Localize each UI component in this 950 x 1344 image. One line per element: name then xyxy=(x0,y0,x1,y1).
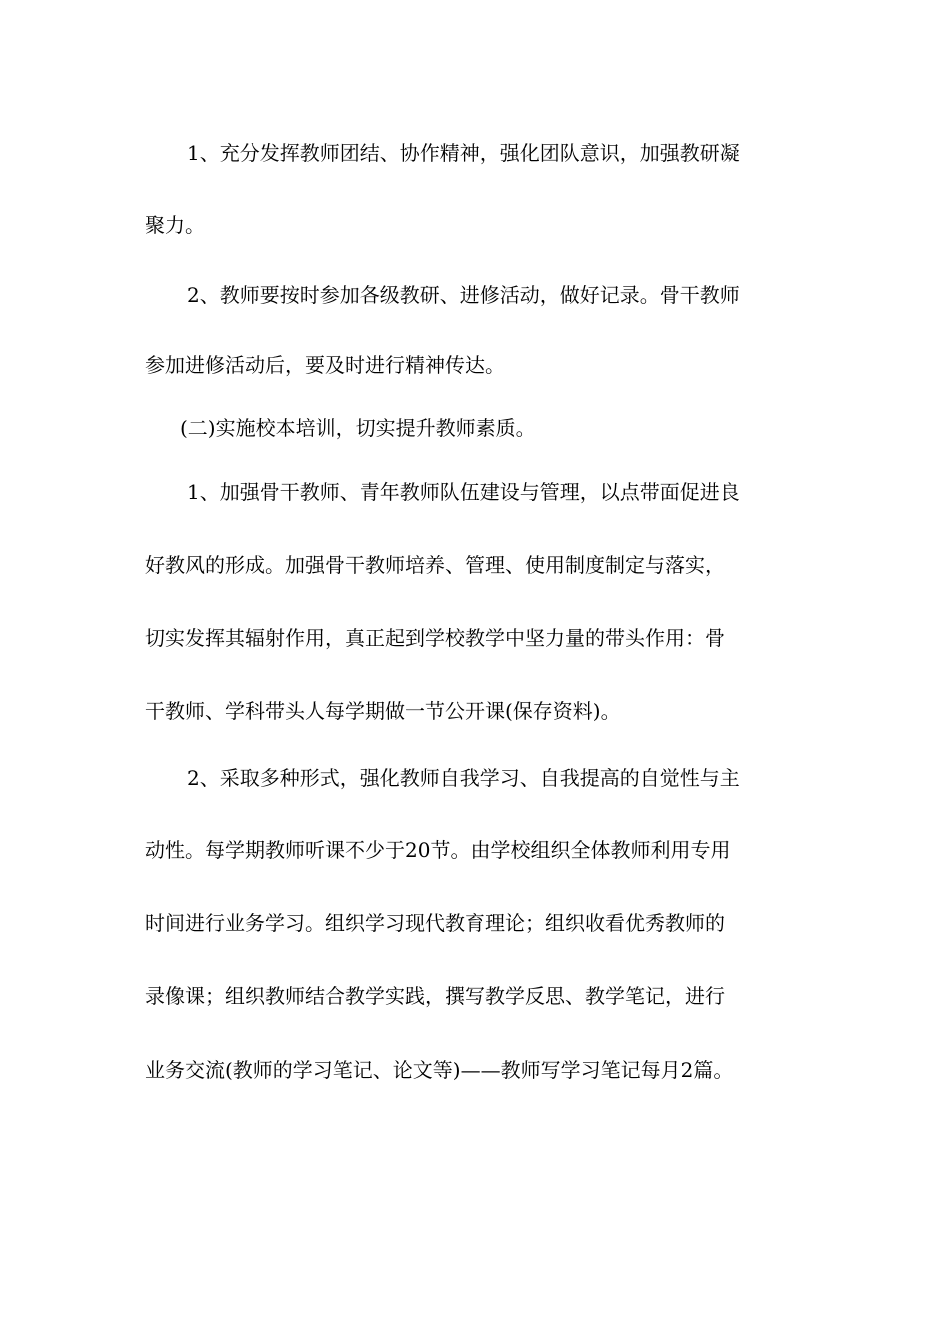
paragraph-2-line-1: 2、教师要按时参加各级教研、进修活动，做好记录。骨干教师 xyxy=(187,283,740,307)
paragraph-2-line-2: 参加进修活动后，要及时进行精神传达。 xyxy=(145,353,505,377)
paragraph-4-line-5: 业务交流(教师的学习笔记、论文等)——教师写学习笔记每月2篇。 xyxy=(145,1058,734,1082)
paragraph-4-line-1: 2、采取多种形式，强化教师自我学习、自我提高的自觉性与主 xyxy=(187,766,740,790)
paragraph-3-line-2: 好教风的形成。加强骨干教师培养、管理、使用制度制定与落实， xyxy=(145,553,725,577)
section-heading: (二)实施校本培训，切实提升教师素质。 xyxy=(180,416,536,440)
paragraph-4-line-3: 时间进行业务学习。组织学习现代教育理论；组织收看优秀教师的 xyxy=(145,911,725,935)
paragraph-3-line-3: 切实发挥其辐射作用，真正起到学校教学中坚力量的带头作用：骨 xyxy=(145,626,725,650)
paragraph-1-line-2: 聚力。 xyxy=(145,213,205,237)
paragraph-3-line-4: 干教师、学科带头人每学期做一节公开课(保存资料)。 xyxy=(145,699,621,723)
paragraph-3-line-1: 1、加强骨干教师、青年教师队伍建设与管理，以点带面促进良 xyxy=(187,480,740,504)
paragraph-1-line-1: 1、充分发挥教师团结、协作精神，强化团队意识，加强教研凝 xyxy=(187,141,740,165)
paragraph-4-line-2: 动性。每学期教师听课不少于20节。由学校组织全体教师利用专用 xyxy=(145,838,731,862)
paragraph-4-line-4: 录像课；组织教师结合教学实践，撰写教学反思、教学笔记，进行 xyxy=(145,984,725,1008)
